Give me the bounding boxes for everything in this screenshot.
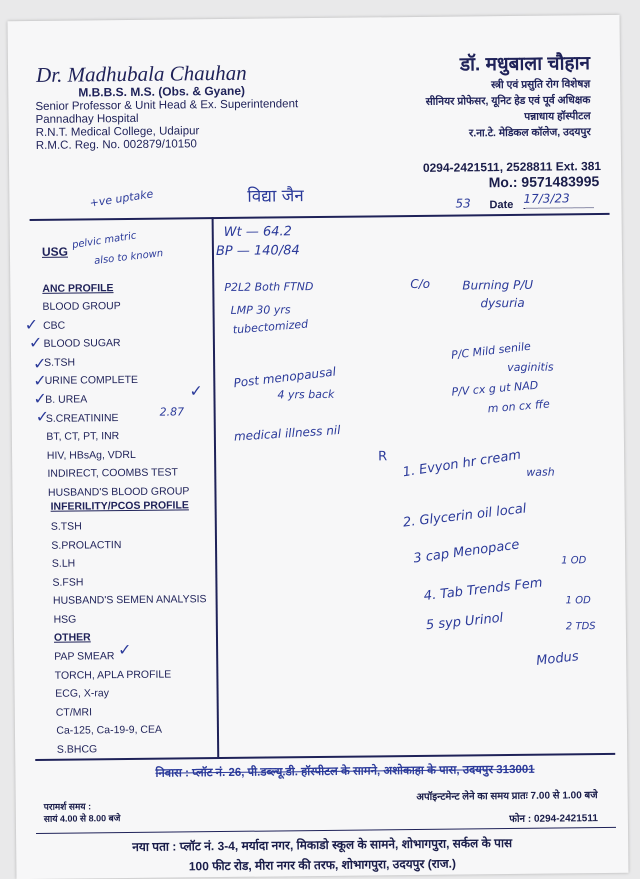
test-item: HUSBAND'S BLOOD GROUP bbox=[47, 485, 190, 499]
test-item: S.CREATININE bbox=[45, 411, 119, 425]
college-name-en: R.N.T. Medical College, Udaipur bbox=[35, 125, 200, 139]
patient-age: 53 bbox=[455, 196, 471, 211]
phone-numbers: 0294-2421511, 2528811 Ext. 381 bbox=[422, 159, 602, 175]
post-menopausal-duration: 4 yrs back bbox=[277, 387, 335, 402]
infertility-profile-heading: INFERILITY/PCOS PROFILE bbox=[50, 499, 189, 513]
test-item: TORCH, APLA PROFILE bbox=[54, 668, 172, 682]
usg-heading: USG bbox=[41, 244, 69, 259]
rx-item-5-dose: 2 TDS bbox=[565, 621, 596, 633]
date-value: 17/3/23 bbox=[523, 191, 570, 206]
anc-profile-heading: ANC PROFILE bbox=[42, 282, 114, 295]
complaint-label: C/o bbox=[410, 276, 431, 292]
new-address-line-2: 100 फीट रोड, मीरा नगर की तरफ, शोभागपुरा, उदयपुर (राज.) bbox=[188, 856, 456, 874]
bp-note: BP — 140/84 bbox=[215, 243, 300, 260]
other-heading: OTHER bbox=[53, 631, 91, 644]
prescription-sheet bbox=[8, 15, 629, 879]
test-item: HSG bbox=[53, 613, 77, 626]
test-item: URINE COMPLETE bbox=[44, 374, 139, 388]
bottom-divider bbox=[35, 753, 615, 761]
pv-note-2: m on cx ffe bbox=[487, 397, 551, 416]
obstetric-history: P2L2 Both FTND bbox=[224, 280, 314, 294]
test-item: ECG, X-ray bbox=[55, 687, 110, 700]
test-item: S.TSH bbox=[44, 356, 76, 369]
rx-symbol: R bbox=[378, 449, 388, 465]
complaint-burning: Burning P/U bbox=[462, 277, 534, 293]
timing-label: परामर्श समय : bbox=[43, 801, 92, 812]
weight-note: Wt — 64.2 bbox=[223, 224, 292, 240]
rx-item-4-dose: 1 OD bbox=[565, 595, 591, 607]
doctor-title-en: Senior Professor & Unit Head & Ex. Superintendent bbox=[35, 98, 299, 113]
test-item: S.BHCG bbox=[56, 743, 98, 756]
test-item: BLOOD SUGAR bbox=[43, 337, 121, 351]
usg-note-1: pelvic matric bbox=[71, 230, 138, 252]
test-item: PAP SMEAR bbox=[54, 650, 115, 663]
rx-item-3: 3 cap Menopace bbox=[412, 537, 521, 567]
test-item: CT/MRI bbox=[55, 706, 93, 719]
tubectomy-note: tubectomized bbox=[232, 317, 309, 337]
note-uptake: +ve uptake bbox=[88, 187, 155, 210]
usg-note-2: also to known bbox=[93, 248, 164, 267]
test-item: BLOOD GROUP bbox=[42, 300, 121, 313]
doctor-title-hi: सीनियर प्रोफेसर, यूनिट हेड एवं पूर्व अधिक्षक bbox=[425, 94, 591, 108]
tick-mark: ✓ bbox=[33, 390, 47, 408]
pc-note-1: P/C Mild senile bbox=[450, 339, 532, 362]
test-item: HUSBAND'S SEMEN ANALYSIS bbox=[52, 593, 207, 608]
college-name-hi: र.ना.टे. मेडिकल कॉलेज, उदयपुर bbox=[468, 126, 591, 140]
creatinine-note: 2.87 bbox=[159, 405, 185, 419]
test-item: S.TSH bbox=[50, 520, 82, 533]
tick-mark: ✓ bbox=[33, 372, 47, 390]
tick-mark: ✓ bbox=[28, 334, 43, 353]
new-address-line-1: नया पता : प्लॉट नं. 3-4, मर्यादा नगर, मिकाडो स्कूल के सामने, शोभागपुरा, सर्कल के पास bbox=[132, 835, 513, 854]
rx-item-5: 5 syp Urinol bbox=[425, 610, 504, 634]
pv-note-1: P/V cx g ut NAD bbox=[451, 378, 539, 399]
test-item: HIV, HBsAg, VDRL bbox=[46, 448, 136, 462]
old-address: निवास : प्लॉट नं. 26, पी.डब्ल्यू.डी. हॉस्पीटल के सामने, अशोकाहा के पास, उदयपुर 313001 bbox=[155, 763, 535, 780]
test-item: CBC bbox=[42, 319, 66, 332]
consultation-timing bbox=[44, 800, 121, 825]
doctor-name-en: Dr. Madhubala Chauhan bbox=[35, 60, 247, 87]
mobile-number: Mo.: 9571483995 bbox=[488, 173, 600, 191]
lmp-note: LMP 30 yrs bbox=[230, 303, 291, 317]
date-line bbox=[524, 207, 594, 209]
column-divider bbox=[212, 217, 219, 757]
appointment-time: अपॉइन्टमेन्ट लेने का समय प्रातः 7.00 से 1.00 बजे bbox=[416, 790, 598, 803]
footer-phone: फोन : 0294-2421511 bbox=[509, 813, 598, 826]
tick-mark: ✓ bbox=[189, 383, 203, 401]
pc-note-2: vaginitis bbox=[507, 360, 554, 375]
post-menopausal-note: Post menopausal bbox=[232, 364, 337, 391]
tick-mark: ✓ bbox=[35, 408, 50, 426]
test-item: S.PROLACTIN bbox=[51, 538, 122, 552]
date-label: Date bbox=[489, 198, 514, 212]
timing-value: सायं 4.00 से 8.00 बजे bbox=[43, 813, 121, 824]
tick-mark: ✓ bbox=[33, 355, 47, 373]
tick-mark: ✓ bbox=[24, 316, 39, 335]
test-item: S.FSH bbox=[52, 576, 84, 589]
registration-number: R.M.C. Reg. No. 002879/10150 bbox=[35, 138, 197, 152]
medical-illness-note: medical illness nil bbox=[233, 422, 341, 444]
rx-item-3-dose: 1 OD bbox=[561, 555, 587, 567]
complaint-dysuria: dysuria bbox=[480, 295, 525, 311]
rx-item-1-note: wash bbox=[526, 465, 555, 479]
rx-item-2: 2. Glycerin oil local bbox=[402, 501, 528, 531]
hospital-name-en: Pannadhay Hospital bbox=[35, 112, 139, 126]
rx-item-5-note: Modus bbox=[535, 649, 580, 669]
tick-mark: ✓ bbox=[118, 641, 132, 660]
doctor-name-hi: डॉ. मधुबाला चौहान bbox=[459, 53, 591, 76]
rx-item-4: 4. Tab Trends Fem bbox=[423, 575, 544, 605]
speciality-hi: स्त्री एवं प्रसुति रोग विशेषज्ञ bbox=[491, 78, 591, 92]
rx-item-1: 1. Evyon hr cream bbox=[401, 447, 522, 481]
hospital-name-hi: पन्नाधाय हॉस्पीटल bbox=[524, 110, 591, 123]
doctor-degree-en: M.B.B.S. M.S. (Obs. & Gyane) bbox=[78, 83, 246, 100]
test-item: BT, CT, PT, INR bbox=[46, 430, 120, 444]
test-item: Ca-125, Ca-19-9, CEA bbox=[56, 724, 163, 738]
test-item: B. UREA bbox=[45, 393, 88, 406]
test-item: INDIRECT, COOMBS TEST bbox=[47, 466, 178, 481]
patient-name: विद्या जैन bbox=[247, 186, 304, 207]
top-divider bbox=[30, 213, 610, 221]
test-item: S.LH bbox=[51, 557, 76, 570]
